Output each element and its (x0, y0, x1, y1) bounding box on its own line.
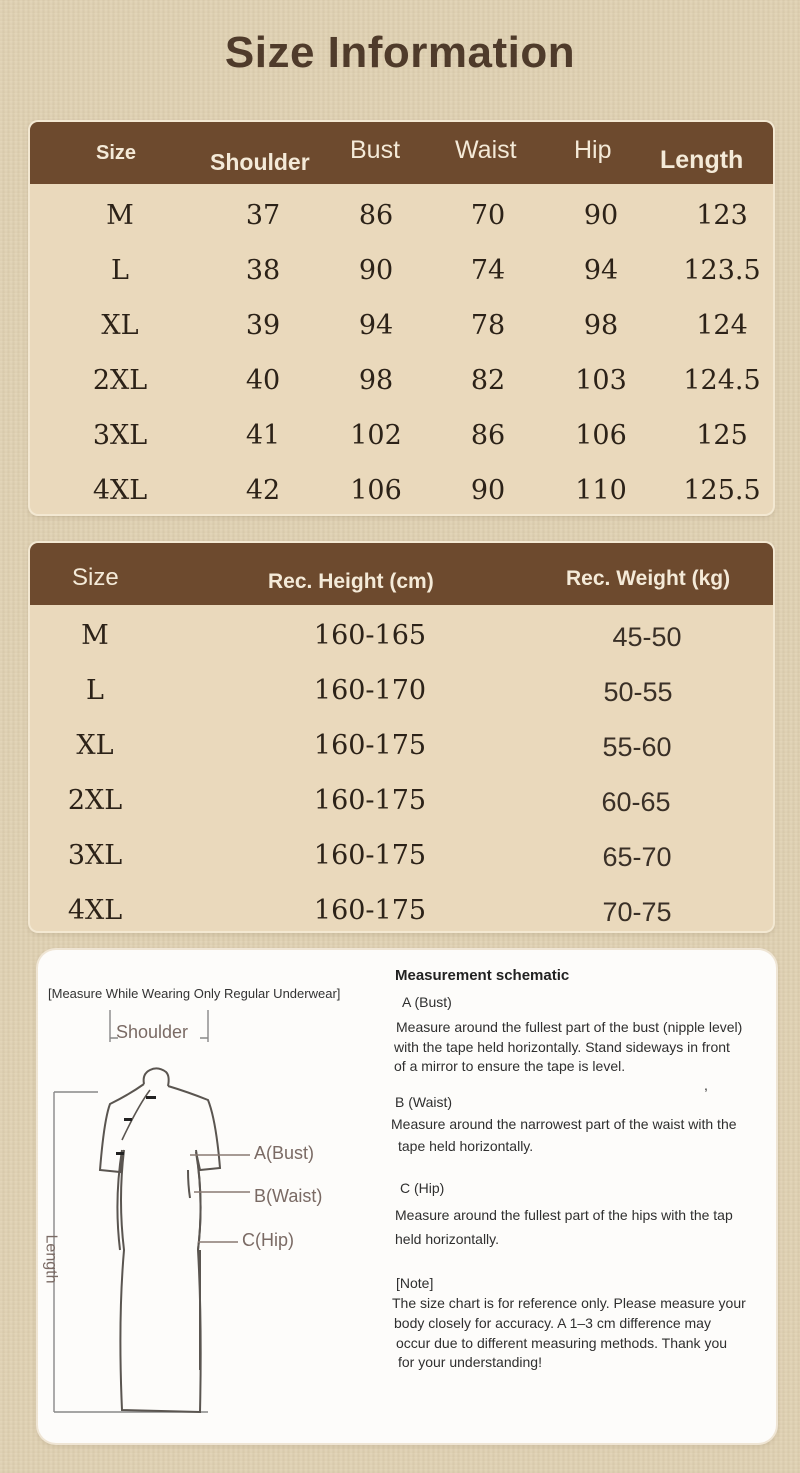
cell-size: 2XL (67, 785, 123, 816)
cell-bust: 86 (358, 200, 394, 231)
cell-bust: 98 (358, 365, 394, 396)
cell-height: 160-165 (313, 620, 427, 651)
header-hip: Hip (574, 136, 612, 164)
cell-hip: 103 (575, 365, 627, 396)
cell-weight: 50-55 (603, 677, 673, 707)
table-row (30, 828, 773, 883)
cell-height: 160-175 (313, 895, 427, 926)
cell-size: 2XL (92, 365, 148, 396)
table-row (30, 353, 773, 408)
cell-shoulder: 37 (245, 200, 281, 231)
size-table (30, 122, 773, 514)
note-line: body closely for accuracy. A 1–3 cm difference may (394, 1315, 711, 1331)
table-row (30, 663, 773, 718)
table-row (30, 188, 773, 243)
page-title: Size Information (224, 28, 576, 77)
note-title: [Note] (396, 1275, 434, 1291)
cell-size: 3XL (67, 840, 123, 871)
cell-waist: 70 (470, 200, 506, 231)
bust-title: A (Bust) (402, 994, 452, 1010)
cell-waist: 82 (470, 365, 506, 396)
cell-size: 4XL (92, 475, 148, 506)
cell-height: 160-175 (313, 785, 427, 816)
cell-weight: 65-70 (602, 842, 672, 872)
label-shoulder: Shoulder (116, 1022, 189, 1042)
cell-size: L (111, 255, 129, 286)
header-bust: Bust (350, 136, 401, 164)
cell-bust: 106 (350, 475, 402, 506)
label-length: Length (42, 1234, 60, 1284)
qipao-diagram (38, 1000, 378, 1440)
bust-desc-line: of a mirror to ensure the tape is level. (394, 1058, 626, 1074)
cell-shoulder: 39 (245, 310, 281, 341)
table-row (30, 608, 773, 663)
measurement-schematic (38, 950, 776, 1443)
waist-desc-line: Measure around the narrowest part of the waist with the (391, 1116, 737, 1132)
cell-weight: 45-50 (612, 622, 682, 652)
cell-hip: 94 (583, 255, 619, 286)
cell-size: 4XL (67, 895, 123, 926)
hip-desc-line: Measure around the fullest part of the hips with the tap (395, 1207, 733, 1223)
cell-waist: 74 (470, 255, 506, 286)
cell-bust: 102 (350, 420, 402, 451)
label-bust: A(Bust) (254, 1143, 315, 1163)
cell-bust: 94 (358, 310, 394, 341)
cell-length: 125 (696, 420, 748, 451)
cell-waist: 78 (470, 310, 506, 341)
cell-waist: 86 (470, 420, 506, 451)
header-waist: Waist (455, 136, 517, 164)
bust-desc-line: with the tape held horizontally. Stand sideways in front (394, 1039, 730, 1055)
header-shoulder: Shoulder (210, 149, 310, 175)
schematic-heading: Measurement schematic (395, 967, 570, 984)
label-hip: C(Hip) (242, 1230, 294, 1250)
table-row (30, 298, 773, 353)
recommendation-table-header (30, 543, 773, 605)
recommendation-table (30, 543, 773, 931)
label-waist: B(Waist) (254, 1186, 323, 1206)
header-size: Size (96, 142, 137, 164)
cell-shoulder: 38 (245, 255, 281, 286)
bust-desc-line: Measure around the fullest part of the bust (nipple level) (396, 1019, 743, 1035)
underwear-note: [Measure While Wearing Only Regular Underwear] (48, 986, 341, 1001)
cell-size: XL (101, 310, 139, 341)
cell-waist: 90 (470, 475, 506, 506)
waist-title: B (Waist) (395, 1094, 453, 1110)
cell-bust: 90 (358, 255, 394, 286)
table-row (30, 883, 773, 931)
table-row (30, 243, 773, 298)
hip-desc-line: held horizontally. (395, 1231, 500, 1247)
cell-length: 124 (696, 310, 748, 341)
table-row (30, 773, 773, 828)
cell-height: 160-175 (313, 840, 427, 871)
cell-length: 124.5 (683, 365, 761, 396)
hip-title: C (Hip) (400, 1180, 445, 1196)
header-weight: Rec. Weight (kg) (566, 567, 731, 590)
note-line: for your understanding! (398, 1354, 542, 1370)
cell-size: L (86, 675, 104, 706)
cell-hip: 90 (583, 200, 619, 231)
note-line: occur due to different measuring methods. Thank you (396, 1335, 728, 1351)
table-row (30, 718, 773, 773)
stray-mark: , (704, 1077, 708, 1093)
cell-length: 123.5 (683, 255, 761, 286)
table-row (30, 463, 773, 514)
cell-shoulder: 40 (245, 365, 281, 396)
cell-shoulder: 41 (245, 420, 281, 451)
cell-shoulder: 42 (245, 475, 281, 506)
cell-length: 125.5 (683, 475, 761, 506)
header-length: Length (660, 146, 744, 174)
size-table-header (30, 122, 773, 184)
cell-size: M (81, 620, 109, 651)
cell-hip: 110 (575, 475, 627, 506)
waist-desc-line: tape held horizontally. (398, 1138, 534, 1154)
cell-size: M (106, 200, 134, 231)
cell-hip: 98 (583, 310, 619, 341)
table-row (30, 408, 773, 463)
header-size: Size (72, 564, 119, 591)
cell-size: 3XL (92, 420, 148, 451)
header-height: Rec. Height (cm) (268, 570, 434, 593)
cell-weight: 60-65 (601, 787, 671, 817)
cell-height: 160-175 (313, 730, 427, 761)
cell-hip: 106 (575, 420, 627, 451)
note-line: The size chart is for reference only. Please measure your (392, 1295, 746, 1311)
cell-length: 123 (696, 200, 748, 231)
cell-weight: 70-75 (602, 897, 672, 927)
cell-size: XL (76, 730, 114, 761)
cell-height: 160-170 (313, 675, 427, 706)
cell-weight: 55-60 (602, 732, 672, 762)
